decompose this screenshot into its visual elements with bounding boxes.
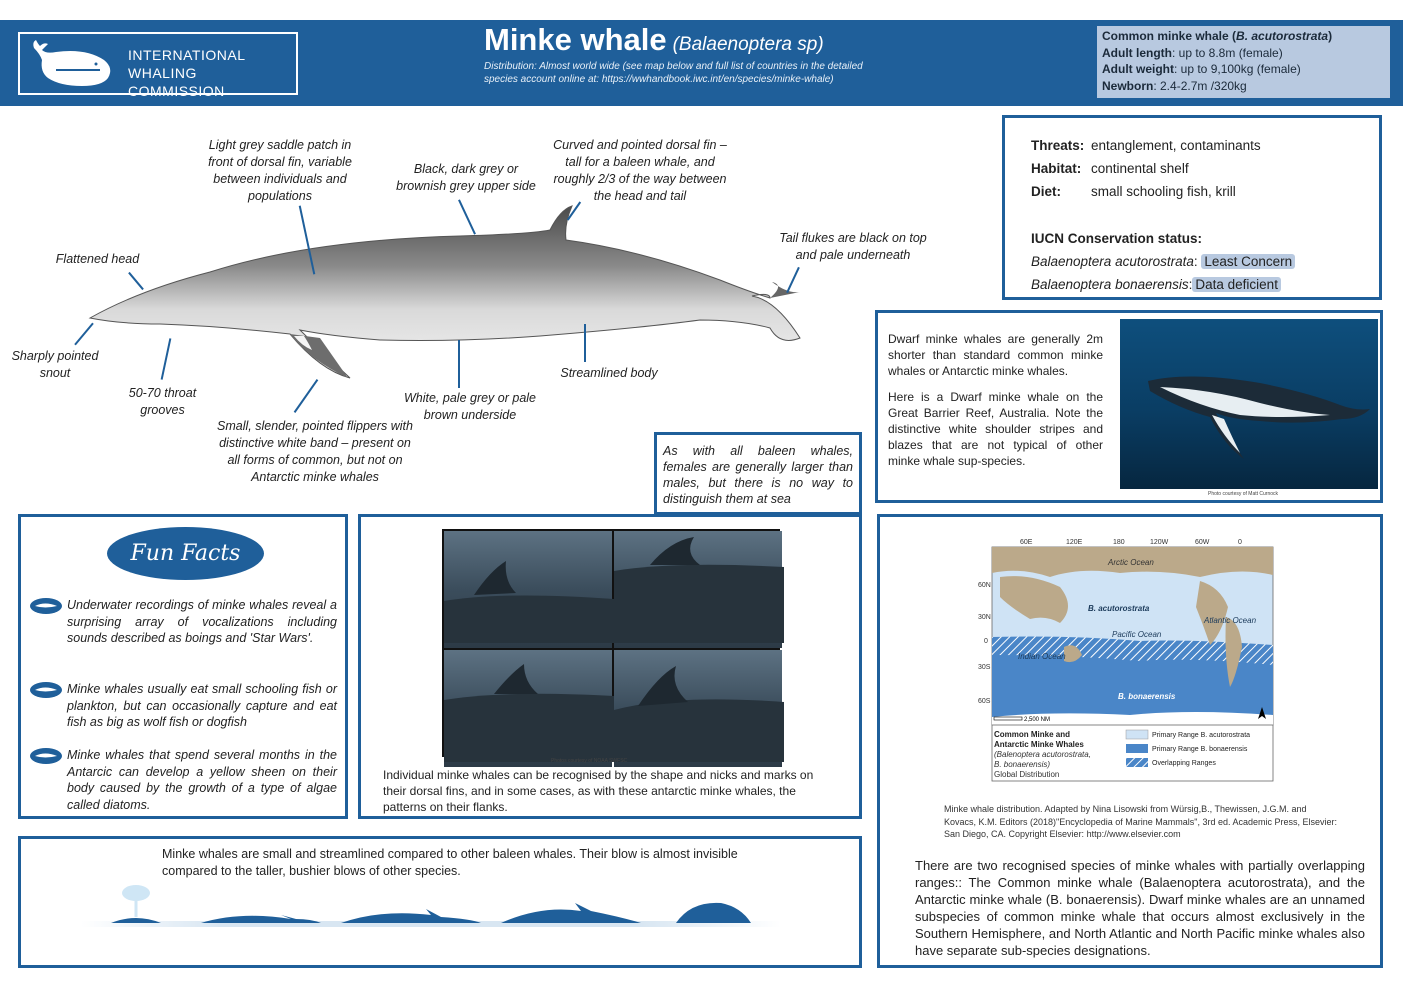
fun-fact-item [29,597,337,647]
dorsal-fin-photo [614,531,782,648]
stats-panel [1097,26,1390,98]
map-label-bonae: B. bonaerensis [1118,692,1176,701]
pointer-body [584,324,586,362]
legend-swatch-overlap [1126,758,1148,767]
distribution-map [978,537,1275,782]
dwarf-text [888,331,1103,469]
pointer-underside [458,340,460,388]
diet-label: Diet: [1031,184,1061,199]
fun-fact-item [29,681,337,731]
label-tail-flukes: Tail flukes are black on top and pale underneath [779,231,927,262]
map-lat-label: 30N [978,614,991,621]
dorsal-caption: Individual minke whales can be recognised by the shape and nicks and marks on their dorsal fins, and in some cases, as with these antarctic minke whales, the patterns on their flanks. [383,768,814,814]
stats-species-label: Common minke whale ( [1102,29,1237,43]
stats-newborn-label: Newborn [1102,78,1154,93]
dorsal-fin-photo [444,531,612,648]
dorsal-fin-photo-grid [442,529,780,757]
species-text: There are two recognised species of minke whales with partially overlapping ranges:: The Common minke whale (Balaenoptera acutorostrata), and the Antarctic minke whale (B. bonaerensis). Dwarf minke whales are an unnamed subspecies of common minke whale that occurs almost exclusively in the Southern Hemisphere, and North Atlantic and North Pacific minke whales also have separate sub-species designations. [915,858,1365,958]
dwarf-minke-photo [1120,319,1378,489]
stats-weight-label: Adult weight [1102,62,1174,76]
whale-blow-silhouettes [81,879,781,967]
org-name-line2: WHALING COMMISSION [128,65,225,99]
iucn-label: IUCN Conservation status: [1031,231,1203,246]
label-underside: White, pale grey or pale brown underside [403,391,536,422]
legend-swatch-bonae [1126,744,1148,753]
legend-item-3: Overlapping Ranges [1152,760,1216,767]
whale-silhouette-icon [201,915,321,923]
map-lat-label: 30S [978,664,991,671]
fun-fact-text-3: Minke whales that spend several months in the Antarcic can develop a yellow sheen on their body caused by the growth of a type of algae called diatoms. [67,748,337,812]
dwarf-whale-image [1120,319,1378,489]
diet-row [1031,180,1353,203]
baleen-note-panel: As with all baleen whales, females are generally larger than males, but there is no way to distinguish them at sea [654,432,862,515]
blow-comparison-panel [18,836,862,968]
map-label-pacific: Pacific Ocean [1112,630,1162,639]
habitat-label: Habitat: [1031,161,1082,176]
label-streamlined-body: Streamlined body [560,366,658,380]
legend-sci-2: B. bonaerensis) [994,760,1051,769]
threats-value: entanglement, contaminants [1091,138,1261,153]
title-common: Minke whale [484,22,667,57]
stats-weight-value: : up to 9,100kg (female) [1174,62,1301,76]
map-lat-label: 60N [978,582,991,589]
diet-value: small schooling fish, krill [1091,184,1236,199]
fun-fact-text-1: Underwater recordings of minke whales reveal a surprising array of vocalizations including sounds described as boings and 'Star Wars'. [67,598,337,645]
threats-row [1031,134,1353,157]
whale-silhouette-icon [341,909,481,923]
label-flippers: Small, slender, pointed flippers with distinctive white band – present on all forms of common, but not on Antarctic minke whales [217,419,413,484]
legend-item-1: Primary Range B. acutorostrata [1152,732,1251,739]
map-lon-label: 120E [1066,539,1083,546]
habitat-value: continental shelf [1091,161,1189,176]
dorsal-fin-photo [444,650,612,767]
legend-title-1: Common Minke and [994,730,1071,739]
org-name-line1: INTERNATIONAL [128,47,246,63]
stats-species-line [1102,28,1385,45]
legend-sci-1: (Balenoptera acutorostrata, [994,750,1091,759]
fun-facts-panel [18,514,348,819]
map-scale-label: 2,500 NM [1024,717,1051,723]
map-lat-label: 60S [978,698,991,705]
dwarf-para-2: Here is a Dwarf minke whale on the Great Barrier Reef, Australia. Note the distinctive white shoulder stripes and blazes that are not typical of other minke whale sup-species. [888,390,1103,468]
label-flattened-head: Flattened head [55,252,140,266]
stats-newborn [1102,78,1385,95]
iucn-species-1: Balaenoptera acutorostrata [1031,254,1194,269]
distribution-text: Distribution: Almost world wide (see map below and full list of countries in the detailed species account online at: https://wwhandbook.iwc.int/en/species/minke-whale) [484,61,863,85]
dwarf-photo-credit: Photo courtesy of Matt Curnock [1208,491,1279,497]
stats-length-value: : up to 8.8m (female) [1171,45,1283,60]
threats-panel [1002,115,1382,300]
threats-label: Threats: [1031,138,1085,153]
whale-logo-icon [26,38,118,90]
iwc-logo[interactable] [18,32,298,99]
whale-bullet-icon [29,747,63,765]
whale-bullet-icon [29,681,63,699]
dwarf-minke-panel [875,310,1383,503]
map-caption: Minke whale distribution. Adapted by Nina Lisowski from Würsig,B., Thewissen, J.G.M. and Kovacs, K.M. Editors (2018)"Encyclopedia of Marine Mammals", 3rd ed. Academic Press, Elsevier: San Diego, CA. Copyright Elsevier: http://www.elsevier.com [944,804,1338,839]
header-banner [0,20,1403,106]
iucn-row-1: Balaenoptera acutorostrata: Least Concern [1031,250,1353,273]
whale-silhouette-icon [501,903,641,923]
blow-text: Minke whales are small and streamlined compared to other baleen whales. Their blow is almost invisible compared to the taller, bushier blows of other species. [162,847,738,878]
page-title [484,22,824,58]
dorsal-fin-photo [614,650,782,767]
distribution-map-panel [877,514,1383,968]
map-lon-label: 180 [1113,539,1125,546]
whale-silhouette-icon [676,903,751,923]
fun-facts-title: Fun Facts [107,527,264,580]
legend-global: Global Distribution [994,770,1060,779]
whale-bullet-icon [29,597,63,615]
label-pointed-snout: Sharply pointed snout [11,349,99,380]
map-lat-label: 0 [984,638,988,645]
legend-title-2: Antarctic Minke Whales [994,740,1084,749]
map-label-atlantic: Atlantic Ocean [1204,616,1257,625]
habitat-row [1031,157,1353,180]
minke-whale-illustration [80,200,820,390]
stats-length-label: Adult length [1102,45,1172,60]
stats-species-end: ) [1328,29,1333,43]
minke-blow-icon [122,885,150,901]
map-lon-label: 60W [1195,539,1210,546]
stats-weight [1102,61,1385,78]
stats-species-sci: B. acutorostrata [1236,29,1329,43]
map-lon-label: 60E [1020,539,1033,546]
map-label-indian: Indian Ocean [1018,652,1066,661]
map-lon-label: 120W [1150,539,1169,546]
org-name [128,46,296,100]
minke-silhouette-icon [111,918,161,923]
dorsal-photo-credit: Photos courtesy of NOAA SWFSC [551,758,628,764]
iucn-row-2: Balaenoptera bonaerensis: Data deficient [1031,273,1353,296]
status-badge-least-concern: Least Concern [1201,254,1295,269]
map-lon-label: 0 [1238,539,1242,546]
dorsal-fin-panel [358,514,862,819]
map-label-arctic: Arctic Ocean [1108,558,1154,567]
iucn-species-2: Balaenoptera bonaerensis [1031,277,1189,292]
map-label-acuto: B. acutorostrata [1088,604,1150,613]
title-scientific: (Balaenoptera sp) [672,34,824,55]
label-throat-grooves: 50-70 throat grooves [128,386,197,417]
legend-item-2: Primary Range B. bonaerensis [1152,746,1248,753]
label-upper-side: Black, dark grey or brownish grey upper side [396,162,536,193]
dwarf-para-1: Dwarf minke whales are generally 2m shorter than standard common minke whales or Antarctic minke whales. [888,332,1103,378]
stats-newborn-value: : 2.4-2.7m /320kg [1153,78,1247,93]
fun-fact-text-2: Minke whales usually eat small schooling fish or plankton, but can occasionally capture and eat fish as big as wolf fish or dogfish [67,682,337,729]
label-dorsal-fin: Curved and pointed dorsal fin – tall for a baleen whale, and roughly 2/3 of the way between the head and tail [553,138,727,203]
legend-swatch-acuto [1126,730,1148,739]
fun-fact-item [29,747,337,813]
label-saddle-patch: Light grey saddle patch in front of dorsal fin, variable between individuals and populations [208,138,352,203]
status-badge-data-deficient: Data deficient [1192,277,1281,292]
stats-length [1102,45,1385,62]
